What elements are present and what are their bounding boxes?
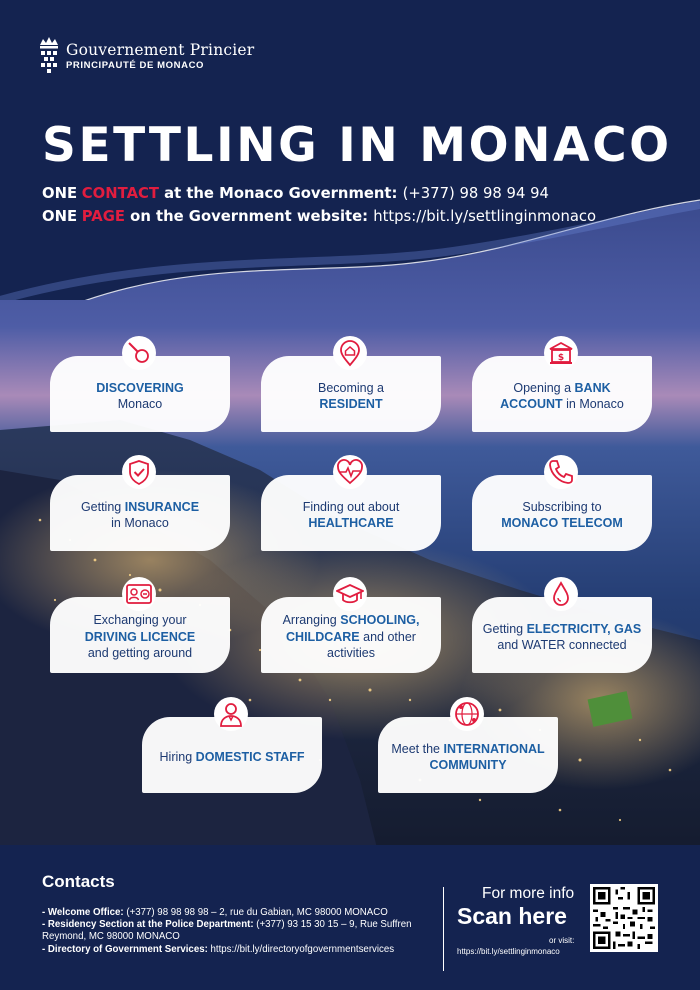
- contact-line: [42, 185, 549, 202]
- card-bold: DOMESTIC STAFF: [195, 749, 305, 764]
- contact-label: - Welcome Office:: [42, 907, 124, 918]
- globe-people-icon: [450, 697, 484, 731]
- phone-icon: [544, 455, 578, 489]
- logo-name: Gouvernement Princier: [66, 40, 255, 59]
- contact-label: - Residency Section at the Police Department:: [42, 919, 254, 931]
- page-text: on the Government website:: [125, 208, 374, 225]
- card-post: and WATER connected: [497, 638, 627, 652]
- contact-phone[interactable]: (+377) 98 98 94 94: [402, 185, 549, 202]
- scan-here-text: Scan here: [457, 903, 567, 929]
- contact-text: at the Monaco Government:: [158, 185, 403, 202]
- page-line: [42, 208, 596, 225]
- card-pre: Getting: [482, 621, 524, 636]
- card-bold: RESIDENT: [319, 397, 383, 411]
- footer-divider: [443, 887, 444, 971]
- card-pre: Hiring: [159, 749, 193, 764]
- id-card-icon: [122, 577, 156, 611]
- card-bold: SCHOOLING, CHILDCARE: [286, 613, 420, 644]
- card-pre: Getting: [80, 499, 122, 514]
- card-bold: ELECTRICITY, GAS: [526, 621, 642, 636]
- card-pre: Becoming a: [317, 380, 384, 395]
- contact-one: ONE: [42, 185, 78, 202]
- heart-pulse-icon: [333, 455, 367, 489]
- card-bold: HEALTHCARE: [308, 516, 394, 530]
- qr-code-icon: [593, 887, 655, 949]
- card-bold: BANK ACCOUNT: [500, 380, 611, 411]
- card-post: and other activities: [327, 629, 416, 661]
- contacts-list: [42, 907, 437, 956]
- contact-detail: (+377) 93 15 30 15 – 9, Rue Suffren Reymond, MC 98000 MONACO: [42, 919, 412, 943]
- page-title: SETTLING IN MONACO: [42, 118, 672, 173]
- bank-icon: [544, 336, 578, 370]
- card-bold: INSURANCE: [124, 499, 200, 514]
- contact-item: [42, 919, 437, 943]
- card-post: Monaco: [117, 397, 163, 411]
- location-house-icon: [333, 336, 367, 370]
- card-pre: Exchanging your: [93, 613, 187, 628]
- card-pre: Finding out about: [302, 499, 400, 514]
- contact-detail[interactable]: https://bit.ly/directoryofgovernmentservices: [207, 943, 395, 955]
- government-logo[interactable]: [38, 36, 254, 76]
- more-info-text: For more info: [482, 885, 575, 902]
- contact-item: [42, 944, 437, 956]
- contact-keyword: CONTACT: [81, 185, 159, 202]
- contacts-title: Contacts: [42, 872, 115, 891]
- card-pre: Arranging: [282, 613, 337, 628]
- shield-check-icon: [122, 455, 156, 489]
- card-bold: DRIVING LICENCE: [84, 629, 196, 644]
- page-url-link[interactable]: https://bit.ly/settlinginmonaco: [373, 208, 597, 225]
- crown-crest-icon: [38, 36, 60, 76]
- card-bold: DISCOVERING: [96, 380, 184, 395]
- logo-subtitle: PRINCIPAUTÉ DE MONACO: [66, 59, 205, 71]
- card-post: in Monaco: [566, 397, 624, 411]
- card-bold: INTERNATIONAL COMMUNITY: [429, 741, 545, 772]
- or-visit-text: or visit:: [549, 936, 575, 945]
- card-post: and getting around: [87, 646, 193, 661]
- card-pre: Subscribing to: [522, 499, 602, 514]
- page-one: ONE: [42, 208, 78, 225]
- card-pre: Meet the: [391, 741, 440, 756]
- magnifier-icon: [122, 336, 156, 370]
- card-bold: MONACO TELECOM: [501, 516, 623, 530]
- card-pre: Opening a: [513, 380, 572, 395]
- contact-label: - Directory of Government Services:: [42, 943, 208, 955]
- qr-code[interactable]: [590, 884, 658, 952]
- contact-detail: (+377) 98 98 98 98 – 2, rue du Gabian, MC 98000 MONACO: [123, 907, 388, 918]
- contact-item: [42, 907, 437, 919]
- svg-text:$: $: [557, 353, 565, 363]
- staff-person-icon: [214, 697, 248, 731]
- visit-url-link[interactable]: https://bit.ly/settlinginmonaco: [457, 947, 560, 956]
- drop-icon: [544, 577, 578, 611]
- page-keyword: PAGE: [81, 208, 125, 225]
- graduation-cap-icon: [333, 577, 367, 611]
- card-post: in Monaco: [111, 516, 169, 530]
